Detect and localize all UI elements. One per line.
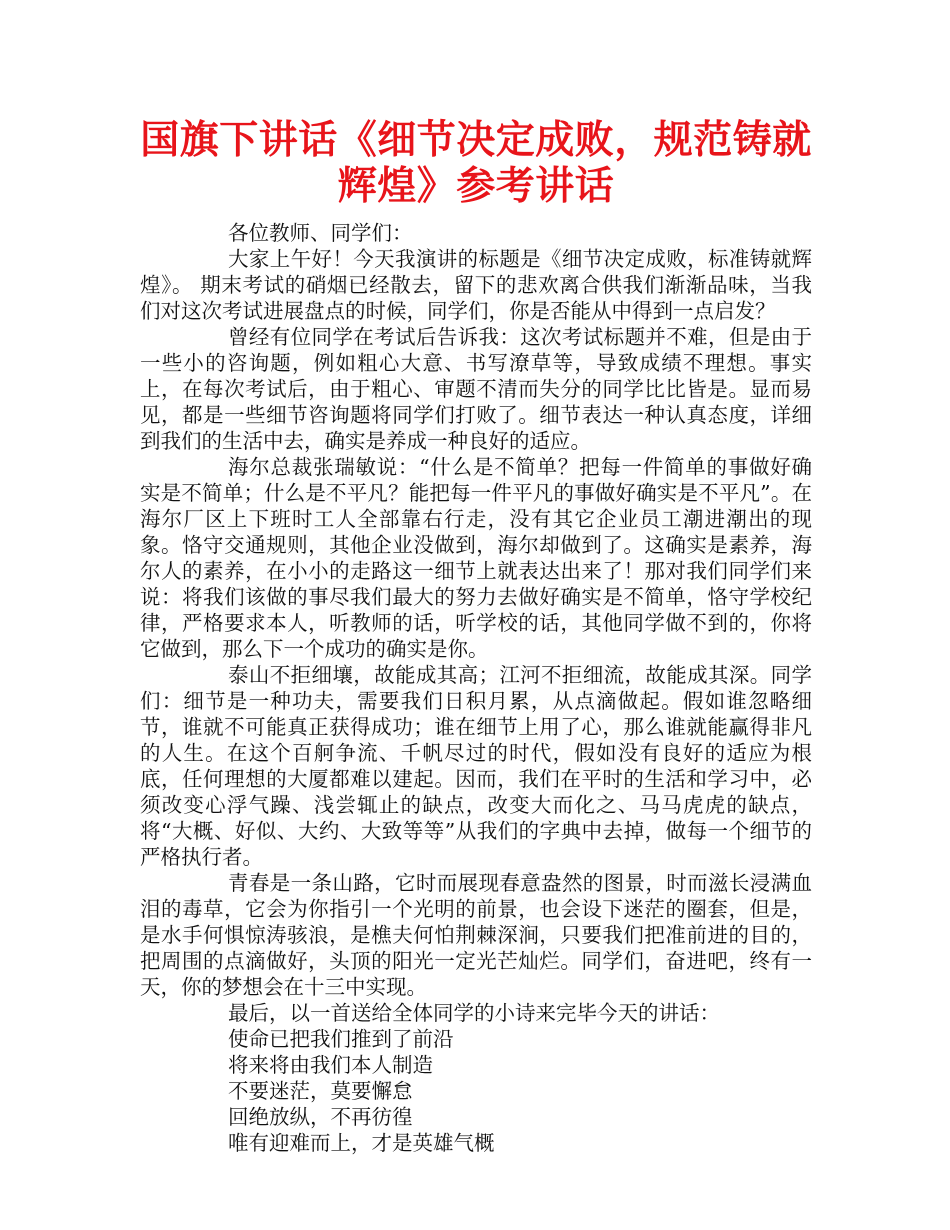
document-title: 国旗下讲话《细节决定成败，规范铸就辉煌》参考讲话 — [140, 118, 812, 209]
poem — [140, 1026, 812, 1156]
poem-line-4: 回绝放纵，不再彷徨 — [228, 1105, 413, 1129]
paragraph-2: 曾经有位同学在考试后告诉我：这次考试标题并不难，但是由于一些小的咨询题，例如粗心大意、书写潦草等，导致成绩不理想。事实上，在每次考试后，由于粗心、审题不清而失分的同学比比皆是。显而易见，都是一些细节咨询题将同学们打败了。细节表达一种认真态度，详细到我们的生活中去，确实是养成一种良好的适应。 — [140, 325, 812, 453]
paragraph-4: 泰山不拒细壤，故能成其高；江河不拒细流，故能成其深。同学们：细节是一种功夫，需要我们日积月累，从点滴做起。假如谁忽略细节，谁就不可能真正获得成功；谁在细节上用了心，那么谁就能赢得非凡的人生。在这个百舸争流、千帆尽过的时代，假如没有良好的适应为根底，任何理想的大厦都难以建起。因而，我们在平时的生活和学习中，必须改变心浮气躁、浅尝辄止的缺点，改变大而化之、马马虎虎的缺点，将“大概、好似、大约、大致等等”从我们的字典中去掉，做每一个细节的严格执行者。 — [140, 663, 812, 869]
paragraph-6: 最后，以一首送给全体同学的小诗来完毕今天的讲话： — [228, 1001, 720, 1025]
paragraph-1: 大家上午好！今天我演讲的标题是《细节决定成败，标准铸就辉煌》。 期末考试的硝烟已经散去，留下的悲欢离合供我们渐渐品味，当我们对这次考试进展盘点的时候，同学们，你是否能从中得到一点启发？ — [140, 247, 812, 323]
poem-line-5: 唯有迎难而上，才是英雄气概 — [228, 1131, 495, 1155]
paragraph-3: 海尔总裁张瑞敏说：“什么是不简单？把每一件简单的事做好确实是不简单；什么是不平凡？能把每一件平凡的事做好确实是不平凡”。在海尔厂区上下班时工人全部靠右行走，没有其它企业员工潮进潮出的现象。恪守交通规则，其他企业没做到，海尔却做到了。这确实是素养，海尔人的素养，在小小的走路这一细节上就表达出来了！那对我们同学们来说：将我们该做的事尽我们最大的努力去做好确实是不简单，恪守学校纪律，严格要求本人，听教师的话，听学校的话，其他同学做不到的，你将它做到，那么下一个成功的确实是你。 — [140, 455, 812, 661]
document-page — [140, 118, 812, 1156]
poem-line-3: 不要迷茫，莫要懈怠 — [228, 1079, 413, 1103]
poem-line-2: 将来将由我们本人制造 — [228, 1053, 433, 1077]
poem-line-1: 使命已把我们推到了前沿 — [228, 1027, 454, 1051]
paragraph-5: 青春是一条山路，它时而展现春意盎然的图景，时而滋长浸满血泪的毒草，它会为你指引一个光明的前景，也会设下迷茫的圈套，但是，是水手何惧惊涛骇浪，是樵夫何怕荆棘深涧，只要我们把准前进的目的，把周围的点滴做好，头顶的阳光一定光芒灿烂。同学们，奋进吧，终有一天，你的梦想会在十三中实现。 — [140, 871, 812, 999]
document-body — [140, 220, 812, 1026]
greeting: 各位教师、同学们： — [228, 221, 413, 245]
